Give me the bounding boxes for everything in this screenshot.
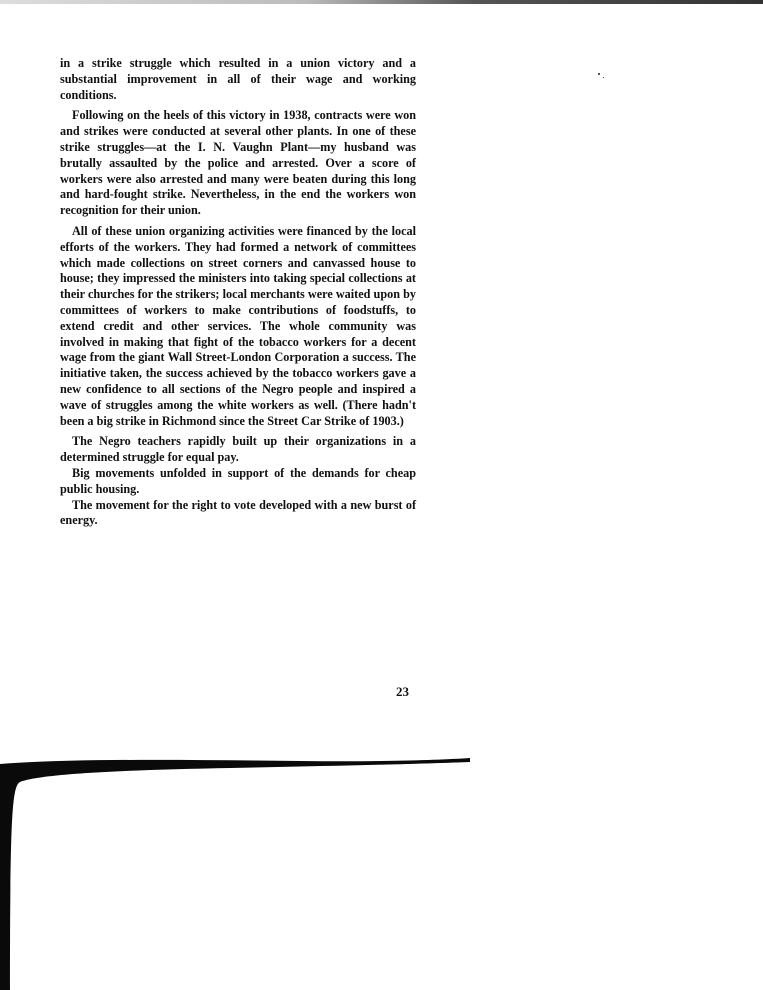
page-number: 23 xyxy=(396,684,409,699)
paragraph-continuation: in a strike struggle which resulted in a union victory and a substantial improvement in all of their wage and working conditions. xyxy=(60,56,416,102)
scan-top-edge xyxy=(0,0,763,4)
page-body-text xyxy=(60,56,416,529)
paragraph-union-financing: All of these union organizing activities were financed by the local efforts of the workers. They had formed a network of committees which made collections on street corners and canvassed house to house; they impressed the ministers into taking special collections at their churches for the strikers; local merchants were waited upon by committees of workers to make contributions of foodstuffs, to extend credit and other services. The whole community was involved in making that fight of the tobacco workers for a decent wage from the giant Wall Street-London Corporation a success. The initiative taken, the success achieved by the tobacco workers gave a new confidence to all sections of the Negro people and inspired a wave of struggles among the white workers as well. (There hadn't been a big strike in Richmond since the Street Car Strike of 1903.) xyxy=(60,223,416,428)
paragraph-negro-teachers: The Negro teachers rapidly built up their organizations in a determined struggle for equal pay. xyxy=(60,434,416,465)
paragraph-1938-contracts: Following on the heels of this victory in 1938, contracts were won and strikes were conducted at several other plants. In one of these strike struggles—at the I. N. Vaughn Plant—my husband was brutally assaulted by the police and arrested. Over a score of workers were also arrested and many were beaten during this long and hard-fought strike. Nevertheless, in the end the workers won recognition for their union. xyxy=(60,108,416,218)
scan-speck xyxy=(603,77,604,78)
scan-shadow xyxy=(0,758,470,990)
paragraph-right-to-vote: The movement for the right to vote developed with a new burst of energy. xyxy=(60,497,416,528)
paragraph-public-housing: Big movements unfolded in support of the demands for cheap public housing. xyxy=(60,465,416,496)
scan-speck xyxy=(598,73,600,75)
